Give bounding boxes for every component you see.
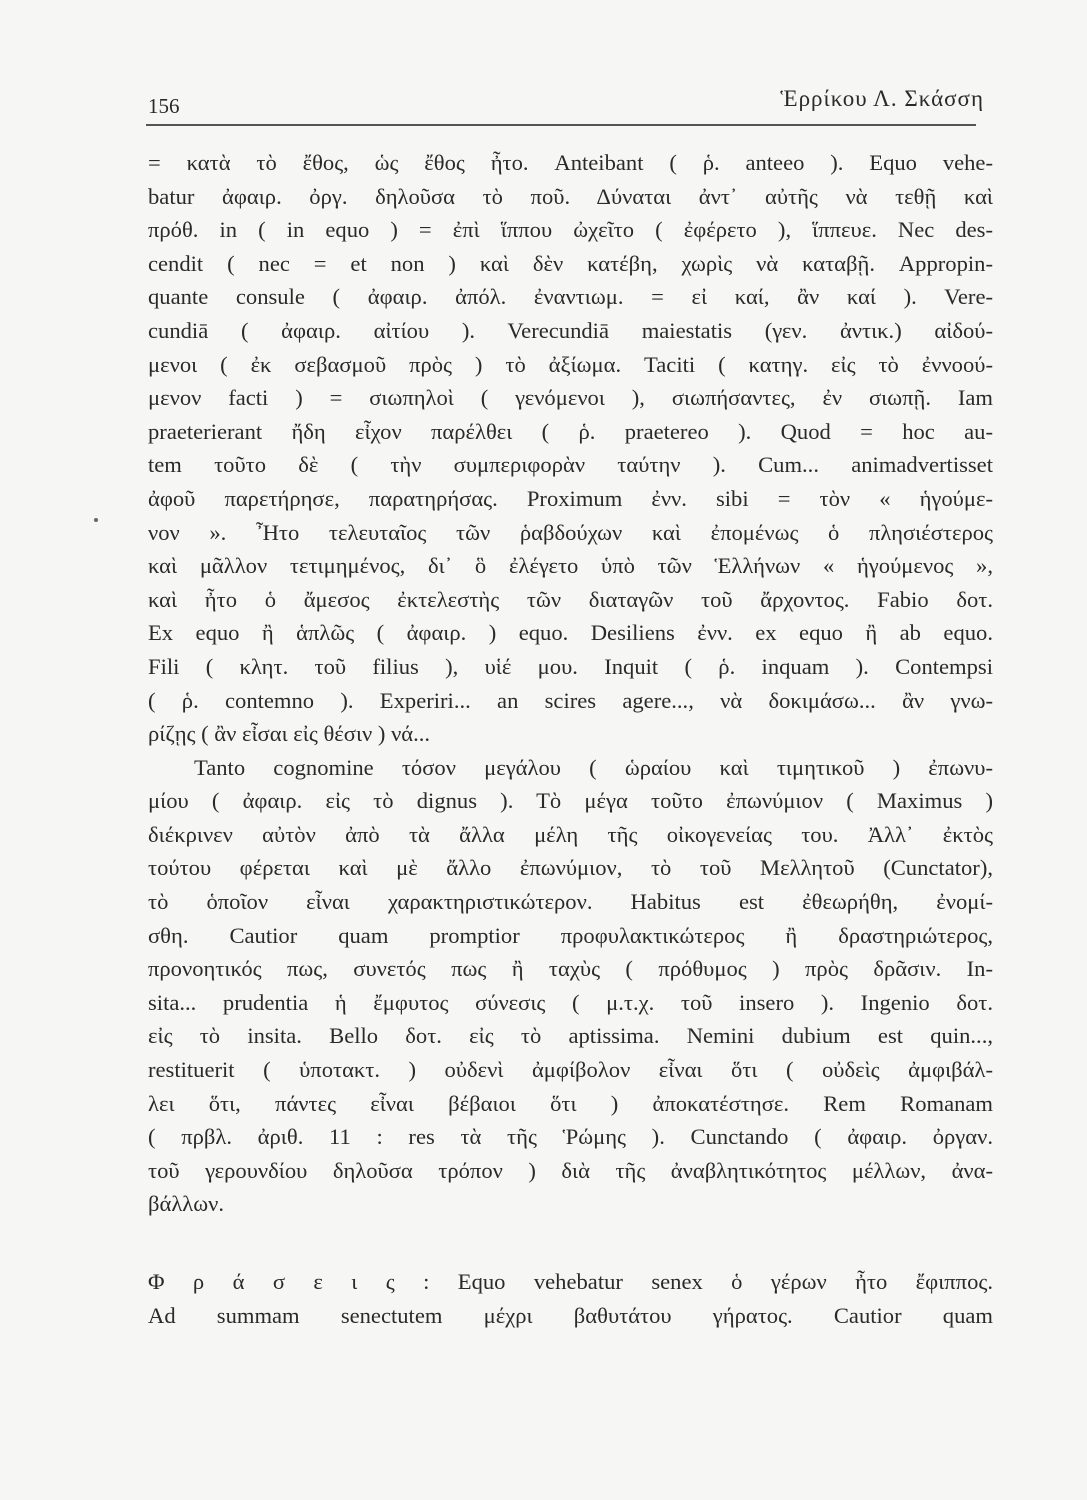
text-line: διέκρινεν αὐτὸν ἀπὸ τὰ ἄλλα μέλη τῆς οἰκογενείας του. Ἀλλ᾽ ἐκτὸς <box>148 821 993 847</box>
text-line: Ex equo ἢ ἁπλῶς ( ἀφαιρ. ) equo. Desiliens ἐνν. ex equo ἢ ab equo. <box>148 620 993 646</box>
margin-mark <box>94 518 98 522</box>
text-line: Ad summam senectutem μέχρι βαθυτάτου γήρατος. Cautior quam <box>148 1302 993 1328</box>
text-line: μενον facti ) = σιωπηλοὶ ( γενόμενοι ), σιωπήσαντες, ἐν σιωπῇ. Iam <box>148 385 993 411</box>
text-line: Tanto cognomine τόσον μεγάλου ( ὡραίου καὶ τιμητικοῦ ) ἐπωνυ- <box>194 754 993 780</box>
text-line: τὸ ὁποῖον εἶναι χαρακτηριστικώτερον. Habitus est ἐθεωρήθη, ἐνομί- <box>148 889 993 915</box>
text-line: ρίζῃς ( ἂν εἶσαι εἰς θέσιν ) νά... <box>148 721 431 747</box>
header-rule <box>146 124 976 126</box>
text-line: ( πρβλ. ἀριθ. 11 : res τὰ τῆς Ῥώμης ). Cunctando ( ἀφαιρ. ὀργαν. <box>148 1124 993 1150</box>
text-line: καὶ ἦτο ὁ ἄμεσος ἐκτελεστὴς τῶν διαταγῶν τοῦ ἄρχοντος. Fabio δοτ. <box>148 586 993 612</box>
phrases-section <box>148 1265 993 1332</box>
text-line: λει ὅτι, πάντες εἶναι βέβαιοι ὅτι ) ἀποκατέστησε. Rem Romanam <box>148 1090 993 1116</box>
running-head <box>148 82 984 122</box>
text-line: tem τοῦτο δὲ ( τὴν συμπεριφορὰν ταύτην ). Cum... animadvertisset <box>148 452 993 478</box>
section-gap <box>148 1221 993 1265</box>
text-line: ἀφοῦ παρετήρησε, παρατηρήσας. Proximum ἐνν. sibi = τὸν « ἡγούμε- <box>148 485 993 511</box>
text-line: cendit ( nec = et non ) καὶ δὲν κατέβη, χωρὶς νὰ καταβῇ. Appropin- <box>148 250 993 276</box>
running-title: Ἑρρίκου Λ. Σκάσση <box>780 86 984 111</box>
text-line: quante consule ( ἀφαιρ. ἀπόλ. ἐναντιωμ. = εἰ καί, ἂν καί ). Vere- <box>148 284 993 310</box>
text-line: cundiā ( ἀφαιρ. αἰτίου ). Verecundiā maiestatis (γεν. ἀντικ.) αἰδού- <box>148 317 993 343</box>
text-line: = κατὰ τὸ ἔθος, ὡς ἔθος ἦτο. Anteibant ( ῥ. anteeo ). Equo vehe- <box>148 150 993 175</box>
text-line: νον ». Ἦτο τελευταῖος τῶν ῥαβδούχων καὶ ἐπομένως ὁ πλησιέστερος <box>148 519 993 545</box>
text-line: σθη. Cautior quam promptior προφυλακτικώτερος ἢ δραστηριώτερος, <box>148 922 993 948</box>
text-line: Φ ρ ά σ ε ι ς : Equo vehebatur senex ὁ γέρων ἦτο ἔφιππος. <box>148 1269 993 1294</box>
text-line: praeterierant ἤδη εἶχον παρέλθει ( ῥ. praetereo ). Quod = hoc au- <box>148 418 993 444</box>
text-line: Fili ( κλητ. τοῦ filius ), υἱέ μου. Inquit ( ῥ. inquam ). Contempsi <box>148 653 993 679</box>
text-line: τούτου φέρεται καὶ μὲ ἄλλο ἐπωνύμιον, τὸ τοῦ Μελλητοῦ (Cunctator), <box>148 855 993 881</box>
text-line: πρόθ. in ( in equo ) = ἐπὶ ἵππου ὠχεῖτο ( ἐφέρετο ), ἵππευε. Nec des- <box>148 217 993 243</box>
body-text <box>148 146 993 1332</box>
text-line: βάλλων. <box>148 1191 224 1217</box>
paragraph-1 <box>148 146 993 751</box>
text-line: sita... prudentia ἡ ἔμφυτος σύνεσις ( μ.τ.χ. τοῦ insero ). Ingenio δοτ. <box>148 989 993 1015</box>
text-line: μενοι ( ἐκ σεβασμοῦ πρὸς ) τὸ ἀξίωμα. Taciti ( κατηγ. εἰς τὸ ἐννοού- <box>148 351 993 377</box>
text-line: batur ἀφαιρ. ὀργ. δηλοῦσα τὸ ποῦ. Δύναται ἀντ᾽ αὐτῆς νὰ τεθῇ καὶ <box>148 183 993 209</box>
page-number: 156 <box>148 94 180 118</box>
text-line: μίου ( ἀφαιρ. εἰς τὸ dignus ). Τὸ μέγα τοῦτο ἐπωνύμιον ( Maximus ) <box>148 788 993 814</box>
text-line: restituerit ( ὑποτακτ. ) οὐδενὶ ἀμφίβολον εἶναι ὅτι ( οὐδεὶς ἀμφιβάλ- <box>148 1057 993 1083</box>
text-line: καὶ μᾶλλον τετιμημένος, δι᾽ ὃ ἐλέγετο ὑπὸ τῶν Ἑλλήνων « ἡγούμενος », <box>148 553 993 579</box>
text-line: εἰς τὸ insita. Bello δοτ. εἰς τὸ aptissima. Nemini dubium est quin..., <box>148 1023 993 1049</box>
text-line: τοῦ γερουνδίου δηλοῦσα τρόπον ) διὰ τῆς ἀναβλητικότητος μέλλων, ἀνα- <box>148 1157 993 1183</box>
paragraph-2 <box>148 751 993 1221</box>
text-line: προνοητικός πως, συνετός πως ἢ ταχὺς ( πρόθυμος ) πρὸς δρᾶσιν. In- <box>148 956 993 982</box>
text-line: ( ῥ. contemno ). Experiri... an scires agere..., νὰ δοκιμάσω... ἂν γνω- <box>148 687 993 713</box>
